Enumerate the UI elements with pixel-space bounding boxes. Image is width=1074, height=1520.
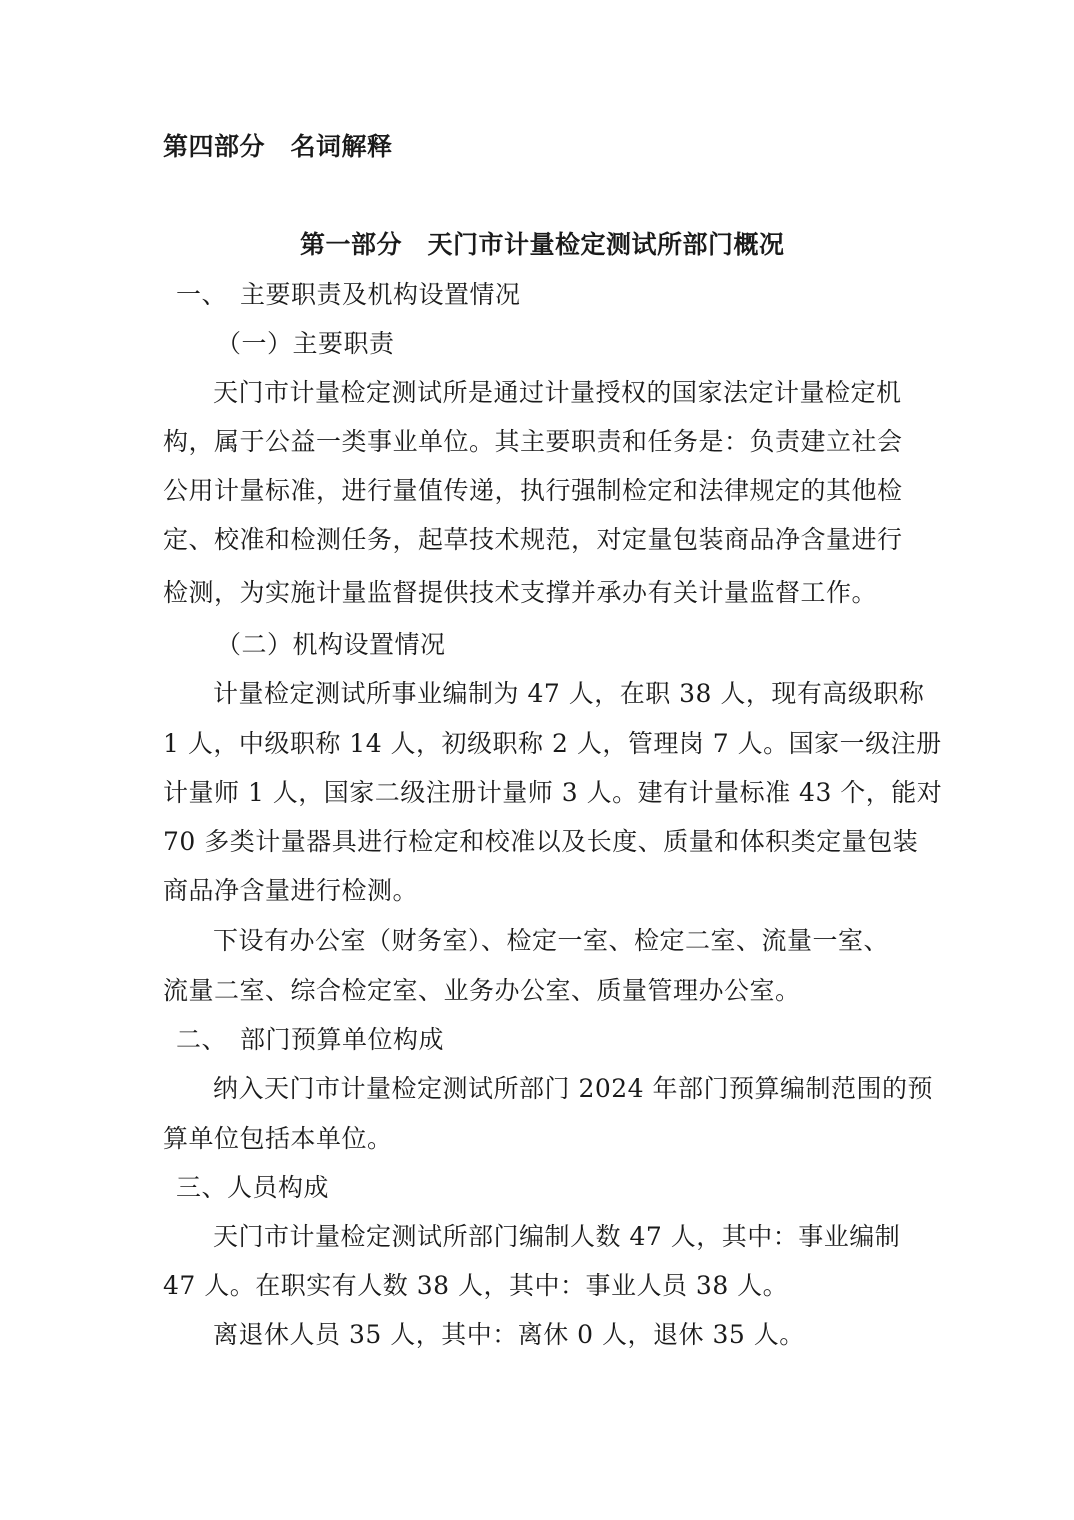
budget-line-2: 算单位包括本单位。 (163, 1124, 393, 1153)
org-line-4: 70 多类计量器具进行检定和校准以及长度、质量和体积类定量包装 (163, 827, 919, 856)
sub-heading-org: （二）机构设置情况 (216, 630, 446, 659)
heading-2: 二、 部门预算单位构成 (176, 1025, 445, 1054)
duties-line-3: 公用计量标准，进行量值传递，执行强制检定和法律规定的其他检 (163, 476, 903, 505)
sub-heading-duties: （一）主要职责 (216, 329, 395, 358)
heading-3: 三、人员构成 (176, 1173, 330, 1202)
duties-line-5: 检测，为实施计量监督提供技术支撑并承办有关计量监督工作。 (163, 578, 878, 607)
section-title: 第一部分 天门市计量检定测试所部门概况 (300, 230, 785, 259)
heading-1: 一、 主要职责及机构设置情况 (176, 280, 521, 309)
budget-line-1: 纳入天门市计量检定测试所部门 2024 年部门预算编制范围的预 (213, 1074, 934, 1103)
office-line-2: 流量二室、综合检定室、业务办公室、质量管理办公室。 (163, 976, 801, 1005)
part-heading: 第四部分 名词解释 (163, 132, 393, 161)
staff-line-1: 天门市计量检定测试所部门编制人数 47 人，其中：事业编制 (213, 1222, 901, 1251)
org-line-3: 计量师 1 人，国家二级注册计量师 3 人。建有计量标准 43 个，能对 (163, 778, 943, 807)
office-line-1: 下设有办公室（财务室）、检定一室、检定二室、流量一室、 (213, 926, 890, 955)
org-line-2: 1 人，中级职称 14 人，初级职称 2 人，管理岗 7 人。国家一级注册 (163, 729, 942, 758)
staff-line-2: 47 人。在职实有人数 38 人，其中：事业人员 38 人。 (163, 1271, 789, 1300)
retired-line: 离退休人员 35 人，其中：离休 0 人，退休 35 人。 (213, 1320, 805, 1349)
duties-line-2: 构，属于公益一类事业单位。其主要职责和任务是：负责建立社会 (163, 427, 903, 456)
org-line-1: 计量检定测试所事业编制为 47 人，在职 38 人，现有高级职称 (213, 679, 925, 708)
duties-line-4: 定、校准和检测任务，起草技术规范，对定量包装商品净含量进行 (163, 525, 903, 554)
org-line-5: 商品净含量进行检测。 (163, 876, 419, 905)
duties-line-1: 天门市计量检定测试所是通过计量授权的国家法定计量检定机 (213, 378, 902, 407)
